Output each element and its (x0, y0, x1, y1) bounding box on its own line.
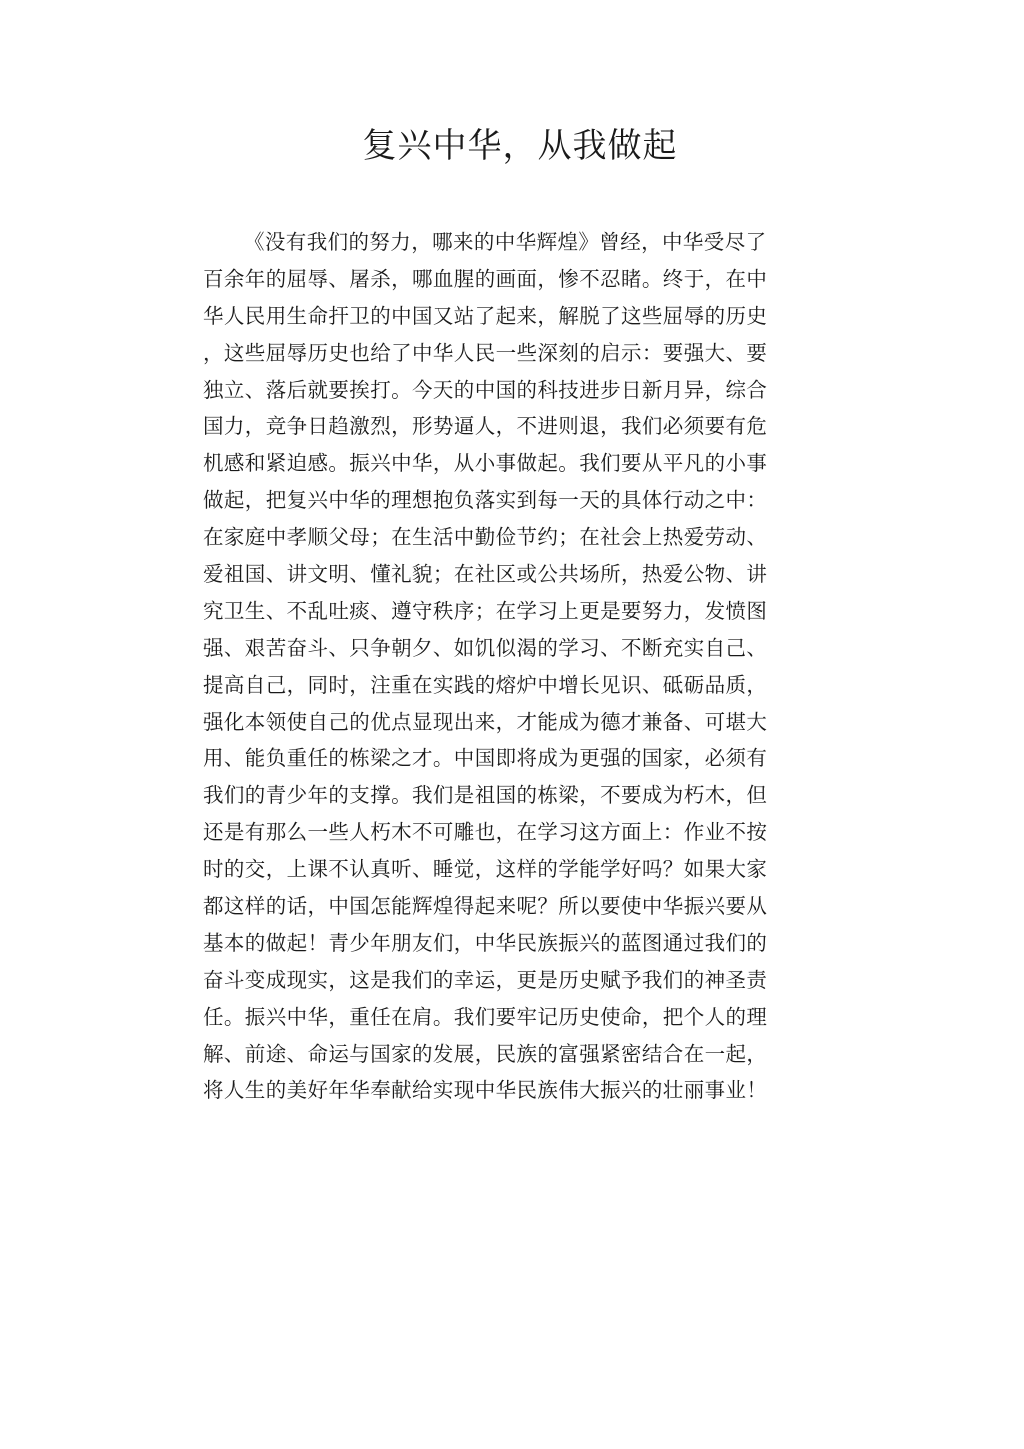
essay-line: 奋斗变成现实，这是我们的幸运，更是历史赋予我们的神圣责 (203, 967, 768, 992)
essay-line: 将人生的美好年华奉献给实现中华民族伟大振兴的壮丽事业！ (203, 1078, 768, 1103)
essay-line: 还是有那么一些人朽木不可雕也，在学习这方面上：作业不按 (203, 820, 768, 845)
essay-line: ，这些屈辱历史也给了中华人民一些深刻的启示：要强大、要 (203, 340, 768, 365)
essay-line: 百余年的屈辱、屠杀，哪血腥的画面，惨不忍睹。终于，在中 (203, 266, 768, 291)
essay-line: 基本的做起！青少年朋友们，中华民族振兴的蓝图通过我们的 (203, 930, 768, 955)
essay-line: 用、能负重任的栋梁之才。中国即将成为更强的国家，必须有 (203, 746, 768, 771)
essay-line: 解、前途、命运与国家的发展，民族的富强紧密结合在一起， (203, 1041, 768, 1066)
essay-line: 强、艰苦奋斗、只争朝夕、如饥似渴的学习、不断充实自己、 (203, 635, 768, 660)
essay-line: 做起，把复兴中华的理想抱负落实到每一天的具体行动之中： (203, 488, 768, 513)
essay-line: 在家庭中孝顺父母；在生活中勤俭节约；在社会上热爱劳动、 (203, 525, 768, 550)
essay-line: 国力，竞争日趋激烈，形势逼人，不进则退，我们必须要有危 (203, 414, 768, 439)
essay-line: 爱祖国、讲文明、懂礼貌；在社区或公共场所，热爱公物、讲 (203, 562, 768, 587)
essay-line: 独立、落后就要挨打。今天的中国的科技进步日新月异，综合 (203, 377, 768, 402)
essay-body (203, 224, 813, 1109)
essay-line: 《没有我们的努力，哪来的中华辉煌》曾经，中华受尽了 (244, 230, 767, 254)
essay-line: 时的交，上课不认真听、睡觉，这样的学能学好吗？如果大家 (203, 857, 768, 882)
essay-line: 我们的青少年的支撑。我们是祖国的栋梁，不要成为朽木，但 (203, 783, 768, 808)
essay-line: 强化本领使自己的优点显现出来，才能成为德才兼备、可堪大 (203, 709, 768, 734)
essay-line: 任。振兴中华，重任在肩。我们要牢记历史使命，把个人的理 (203, 1004, 768, 1029)
essay-line: 究卫生、不乱吐痰、遵守秩序；在学习上更是要努力，发愤图 (203, 598, 768, 623)
essay-line: 提高自己，同时，注重在实践的熔炉中增长见识、砥砺品质， (203, 672, 768, 697)
document-title: 复兴中华，从我做起 (362, 126, 678, 166)
essay-line: 华人民用生命扞卫的中国又站了起来，解脱了这些屈辱的历史 (203, 303, 768, 328)
essay-line: 都这样的话，中国怎能辉煌得起来呢？所以要使中华振兴要从 (203, 894, 768, 919)
essay-line: 机感和紧迫感。振兴中华，从小事做起。我们要从平凡的小事 (203, 451, 768, 476)
